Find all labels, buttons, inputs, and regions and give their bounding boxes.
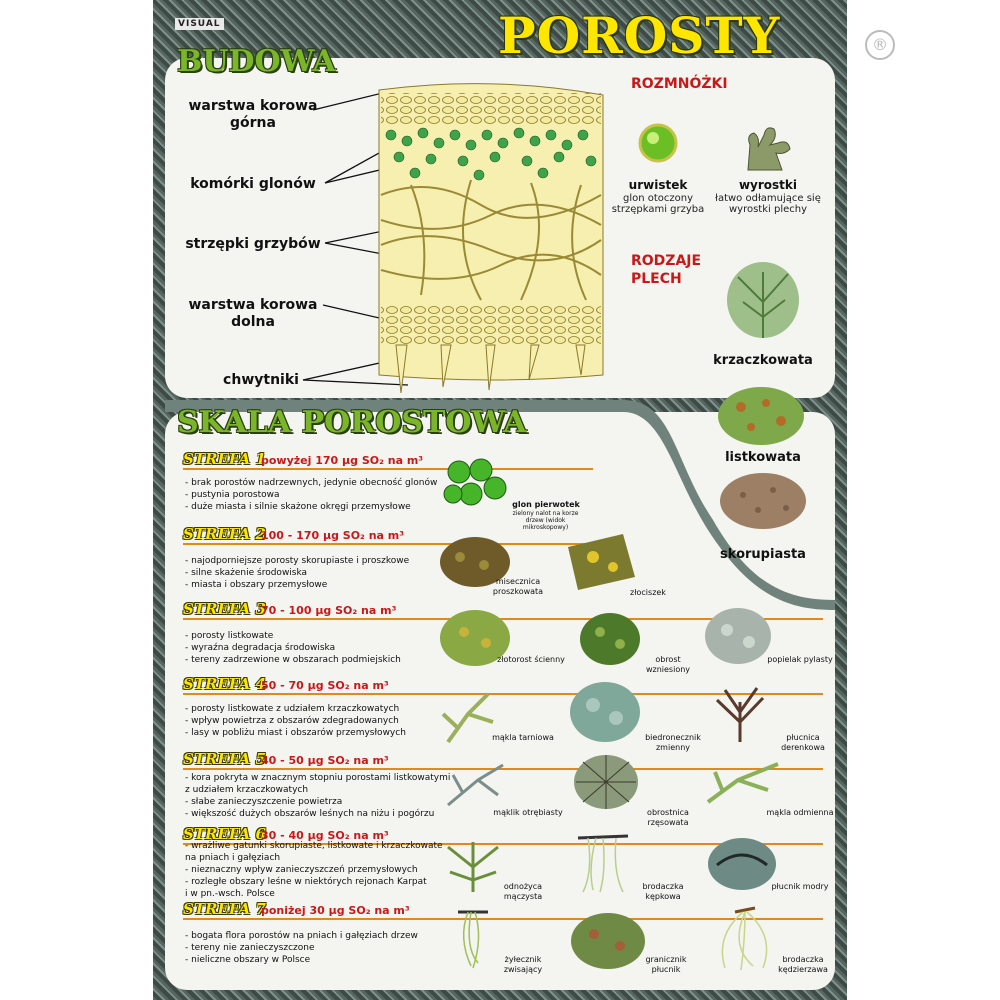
maklik-image [438,755,513,815]
zone-2-bullets: - najodporniejsze porosty skorupiaste i proszkowe - silne skażenie środowiska - miasta i obszary przemysłowe [185,556,410,590]
plucnik-name: płucnik modry [771,882,829,891]
zone-4-bullets: - porosty listkowate z udziałem krzaczkowatych - wpływ powietrza z obszarów zdegradowanych - lasy w pobliżu miast i obszarów przemysłowych [185,704,406,738]
label-chwytniki: chwytniki [223,372,299,388]
zone-4-title: STREFA 4 [183,675,266,693]
krzaczkowata-label: krzaczkowata [713,353,813,368]
skorupiasta-image [718,470,808,532]
wyrostki-desc: łatwo odłamujące się wyrostki plechy [715,193,821,215]
brodaczka-kedzierzawa-name: brodaczka kędzierzawa [778,955,828,974]
rozmnozki-title: ROZMNÓŻKI [631,76,728,92]
biedronecznik-name: biedronecznik zmienny [645,733,701,752]
zone-6-title: STREFA 6 [183,825,266,843]
listkowata-label: listkowata [725,450,801,465]
makla-odmienna-name: mąkla odmienna [766,808,834,817]
zlotorost-name: złotorost ścienny [497,655,565,664]
urwistek-name: urwistek [628,178,688,192]
misecznica-name: misecznica proszkowata [492,577,544,596]
zone-5-bullets: - kora pokryta w znacznym stopniu porostami listkowatymi z udziałem krzaczkowatych - słabe zanieczyszczenie powietrza - większość dużych obszarów leśnych na niżu i pogórzu [185,773,451,819]
zone-1-bullets: - brak porostów nadrzewnych, jedynie obecność glonów - pustynia porostowa - duże miasta i silnie skażone okręgi przemysłowe [185,478,438,512]
makla-odmienna-image [703,758,783,806]
rodzaje-title: RODZAJE PLECH [631,253,702,287]
zone-1-title: STREFA 1 [183,450,266,468]
obrostnica-name: obrostnica rzęsowata [647,808,689,827]
zone-1-value: powyżej 170 µg SO₂ na m³ [261,454,424,467]
glon-pierwotek-image [441,456,511,512]
popielak-image [703,606,773,666]
makla-tarniowa-name: mąkla tarniowa [492,733,554,742]
zone-5-value: 40 - 50 µg SO₂ na m³ [261,754,389,767]
zone-7-title: STREFA 7 [183,900,266,918]
label-warstwa-gorna: warstwa korowa górna [188,98,318,131]
zlociszek-name: złociszek [630,588,666,597]
glon-pierwotek-name: glon pierwotek [512,500,580,509]
lichen-cross-section-diagram [371,75,611,395]
listkowata-image [716,385,806,447]
zone-6-bullets: - wrażliwe gatunki skorupiaste, listkowate i krzaczkowate na pniach i gałęziach - nieznaczny wpływ zanieczyszczeń przemysłowych - rozległe obszary leśne w niektórych rejonach Karpat i w pn.-wsch. Polsce [185,841,443,899]
zone-2-value: 100 - 170 µg SO₂ na m³ [261,529,405,542]
urwistek-desc: glon otoczony strzępkami grzyba [611,193,705,215]
zone-2-title: STREFA 2 [183,525,266,543]
brand-logo: VISUAL [175,18,224,30]
wyrostki-icon [738,115,798,175]
wyrostki-name: wyrostki [738,178,798,192]
page-title: POROSTY [498,6,781,65]
registered-mark-icon: ® [865,30,895,60]
obrostnica-image [571,752,641,812]
zone-1-rule [183,468,593,470]
zone-3-value: 70 - 100 µg SO₂ na m³ [261,604,397,617]
label-komorki-glonow: komórki glonów [190,176,316,192]
zone-4-value: 50 - 70 µg SO₂ na m³ [261,679,389,692]
urwistek-icon [633,118,683,168]
zone-7-bullets: - bogata flora porostów na pniach i gałęziach drzew - tereny nie zanieczyszczone - nieliczne obszary w Polsce [185,931,418,965]
plucnica-name: płucnica derenkowa [781,733,825,752]
label-warstwa-dolna: warstwa korowa dolna [188,297,318,330]
budowa-title: BUDOWA [177,44,336,79]
label-strzepki-grzybow: strzępki grzybów [185,236,321,252]
poster [153,0,847,1000]
zlociszek-image [563,532,638,592]
zone-3-title: STREFA 3 [183,600,266,618]
zone-7-value: poniżej 30 µg SO₂ na m³ [261,904,410,917]
plucnica-image [705,682,775,744]
zone-2-rule [183,543,623,545]
brodaczka-kepkowa-name: brodaczka kępkowa [642,882,684,901]
zone-3-bullets: - porosty listkowate - wyraźna degradacja środowiska - tereny zadrzewione w obszarach podmiejskich [185,631,401,665]
skorupiasta-label: skorupiasta [720,547,806,562]
glon-pierwotek-note: zielony nalot na korze drzew (widok mikroskopowy) [512,510,579,531]
zone-5-title: STREFA 5 [183,750,266,768]
zylecznik-name: żyłecznik zwisający [503,955,543,974]
biedronecznik-image [568,680,643,745]
zone-6-value: 30 - 40 µg SO₂ na m³ [261,829,389,842]
odnozyca-name: odnożyca mączysta [503,882,543,901]
krzaczkowata-image [723,252,803,342]
granicznik-name: granicznik płucnik [645,955,687,974]
maklik-name: mąklik otrębiasty [493,808,563,817]
skala-title: SKALA POROSTOWA [177,405,527,440]
obrost-name: obrost wzniesiony [645,655,691,674]
popielak-name: popielak pylasty [767,655,833,664]
